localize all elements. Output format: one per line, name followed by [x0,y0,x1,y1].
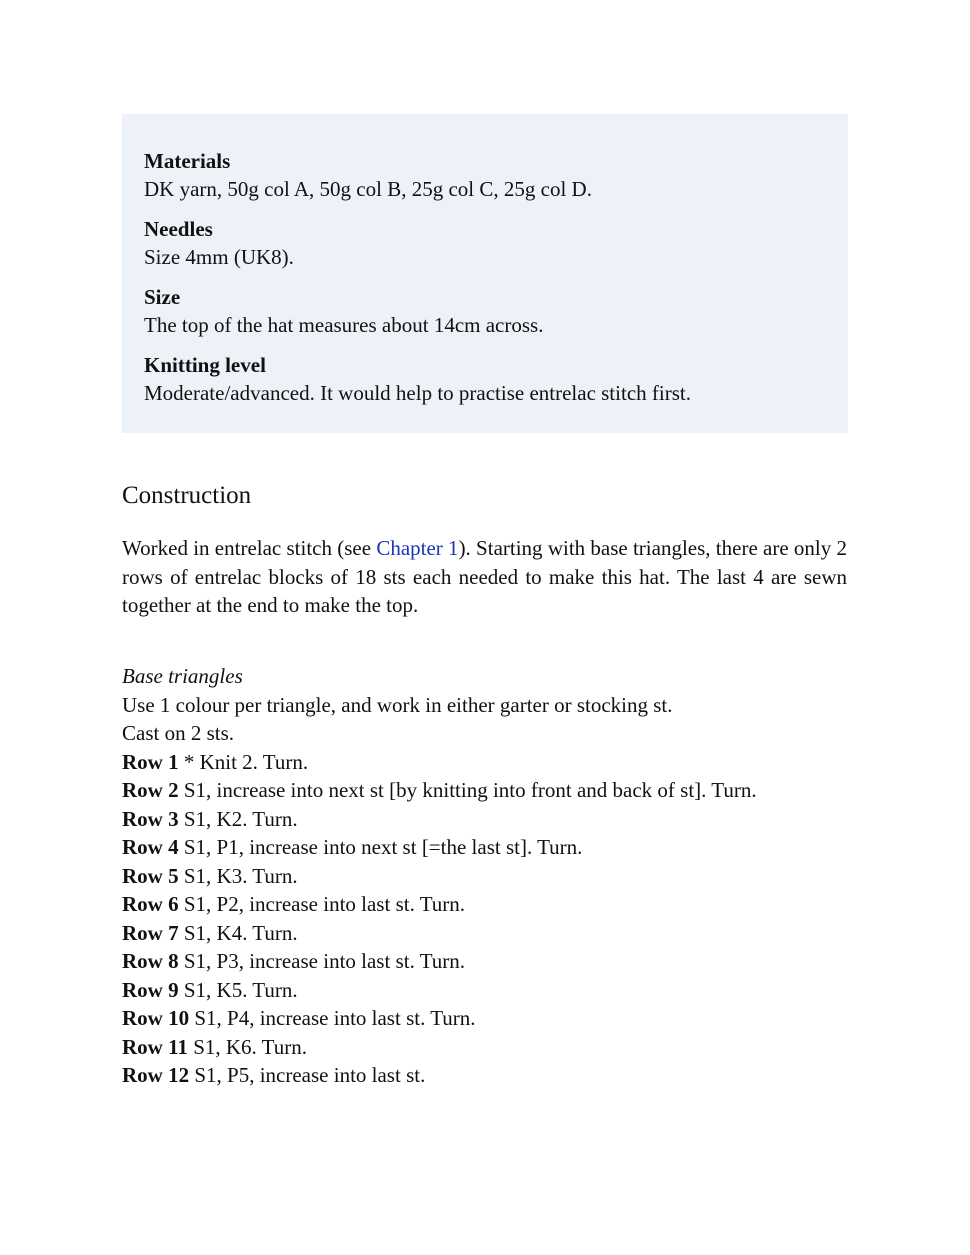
row-text: * Knit 2. Turn. [178,749,309,774]
row-text: S1, P4, increase into last st. Turn. [189,1006,476,1030]
row-instructions-list [122,748,862,1090]
row-instruction [122,748,862,777]
row-text: S1, P2, increase into last st. Turn. [178,892,466,916]
intro-text-end: ). Starting with base triangles, there are only 2 rows of entrelac blocks of 18 sts each needed to make this hat. The last 4 are sewn together at the end to make the top. [122,536,847,617]
intro-line: Use 1 colour per triangle, and work in either garter or stocking st. [122,692,673,717]
row-instruction [122,833,862,862]
knitting-level-heading: Knitting level [144,353,266,377]
row-text: S1, K3. Turn. [178,863,298,888]
row-instruction [122,890,862,919]
row-instruction [122,1061,862,1090]
intro-text-start: Worked in entrelac stitch (see [122,536,377,560]
row-label: Row 2 [122,778,179,802]
row-instruction [122,976,862,1005]
row-instruction [122,1033,862,1062]
row-label: Row 3 [122,806,179,831]
knitting-level-section [144,351,826,407]
needles-heading: Needles [144,217,213,241]
materials-section [144,147,826,203]
row-label: Row 6 [122,892,179,916]
base-triangles-pattern [122,662,862,1090]
row-text: S1, K6. Turn. [187,1034,307,1059]
materials-text: DK yarn, 50g col A, 50g col B, 25g col C, 25g col D. [144,177,592,201]
row-text: S1, K5. Turn. [178,977,298,1002]
construction-title: Construction [122,482,252,509]
row-label: Row 1 [122,749,179,774]
row-text: S1, K4. Turn. [178,920,298,945]
row-instruction [122,776,862,805]
size-heading: Size [144,285,181,309]
row-label: Row 5 [122,863,179,888]
row-instruction [122,1004,862,1033]
row-text: S1, K2. Turn. [178,806,298,831]
materials-heading: Materials [144,149,231,173]
row-instruction [122,862,862,891]
row-label: Row 12 [122,1063,190,1087]
row-text: S1, P5, increase into last st. [189,1063,426,1087]
row-instruction [122,919,862,948]
row-label: Row 10 [122,1006,190,1030]
base-triangles-subheading: Base triangles [122,664,243,688]
row-text: S1, P3, increase into last st. Turn. [178,949,466,973]
chapter-1-link[interactable]: Chapter 1 [376,536,459,560]
size-section [144,283,826,339]
size-text: The top of the hat measures about 14cm across. [144,313,544,337]
row-label: Row 9 [122,977,179,1002]
row-text: S1, increase into next st [by knitting into front and back of st]. Turn. [178,778,757,802]
row-label: Row 7 [122,920,179,945]
row-instruction [122,947,862,976]
needles-text: Size 4mm (UK8). [144,245,294,269]
row-instruction [122,805,862,834]
construction-intro [122,534,847,620]
row-label: Row 4 [122,835,179,859]
row-label: Row 8 [122,949,179,973]
materials-box [122,114,848,433]
cast-on-line: Cast on 2 sts. [122,721,235,745]
row-label: Row 11 [122,1034,188,1059]
needles-section [144,215,826,271]
knitting-level-text: Moderate/advanced. It would help to practise entrelac stitch first. [144,381,691,405]
row-text: S1, P1, increase into next st [=the last st]. Turn. [178,835,583,859]
